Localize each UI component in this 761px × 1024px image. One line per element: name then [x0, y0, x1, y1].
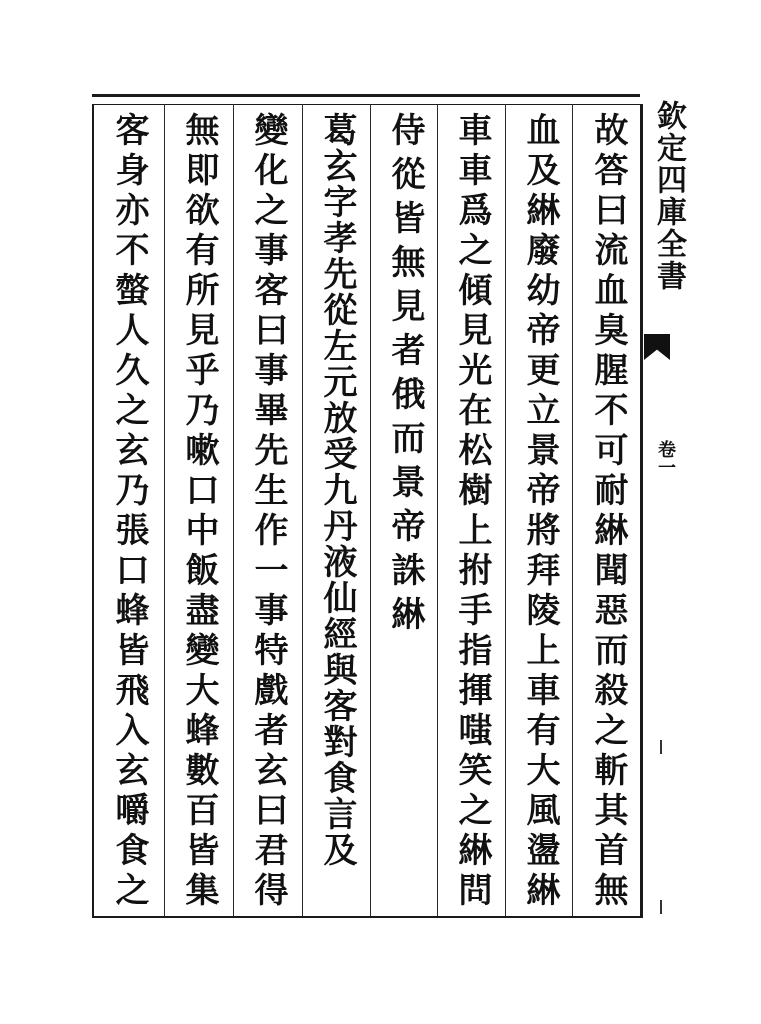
column-divider [233, 104, 234, 916]
book-title: 欽定四庫全書 [651, 100, 686, 292]
frame-top-inner-border [92, 104, 640, 105]
margin-tick [660, 900, 662, 914]
text-column-3-content: 車車爲之傾見光在松樹上拊手指揮嗤笑之綝問 [452, 112, 492, 912]
bottom-dotted-edge [92, 928, 640, 930]
text-column-1 [576, 112, 640, 912]
text-column-3 [440, 112, 504, 912]
text-column-6 [236, 112, 300, 912]
text-column-8 [97, 112, 161, 912]
text-column-1-content: 故答曰流血臭腥不可耐綝聞惡而殺之斬其首無 [588, 112, 628, 912]
frame-left-border [92, 104, 94, 918]
fish-tail-mark-icon [644, 334, 670, 360]
column-divider [302, 104, 303, 916]
frame-top-border [92, 94, 640, 97]
margin-tick [660, 740, 662, 754]
text-column-5 [305, 112, 369, 912]
column-divider [572, 104, 573, 916]
text-column-8-content: 客身亦不螫人久之玄乃張口蜂皆飛入玄嚼食之 [109, 112, 149, 912]
frame-right-border [640, 104, 643, 918]
column-divider [437, 104, 438, 916]
text-column-2 [508, 112, 572, 912]
text-column-7 [167, 112, 231, 912]
text-column-6-content: 變化之事客曰事畢先生作一事特戲者玄曰君得 [248, 112, 288, 912]
text-column-4 [373, 112, 437, 912]
column-divider [370, 104, 371, 916]
text-column-4-content: 侍從皆無見者俄而景帝誅綝 [385, 112, 425, 640]
volume-label: 卷一 [655, 440, 676, 476]
text-column-2-content: 血及綝廢幼帝更立景帝將拜陵上車有大風盪綝 [520, 112, 560, 912]
column-divider [505, 104, 506, 916]
text-column-7-content: 無即欲有所見乎乃嗽口中飯盡變大蜂數百皆集 [179, 112, 219, 912]
text-column-5-content: 葛玄字孝先從左元放受九丹液仙經與客對食言及 [317, 112, 357, 868]
frame-bottom-border [92, 916, 640, 918]
column-divider [164, 104, 165, 916]
